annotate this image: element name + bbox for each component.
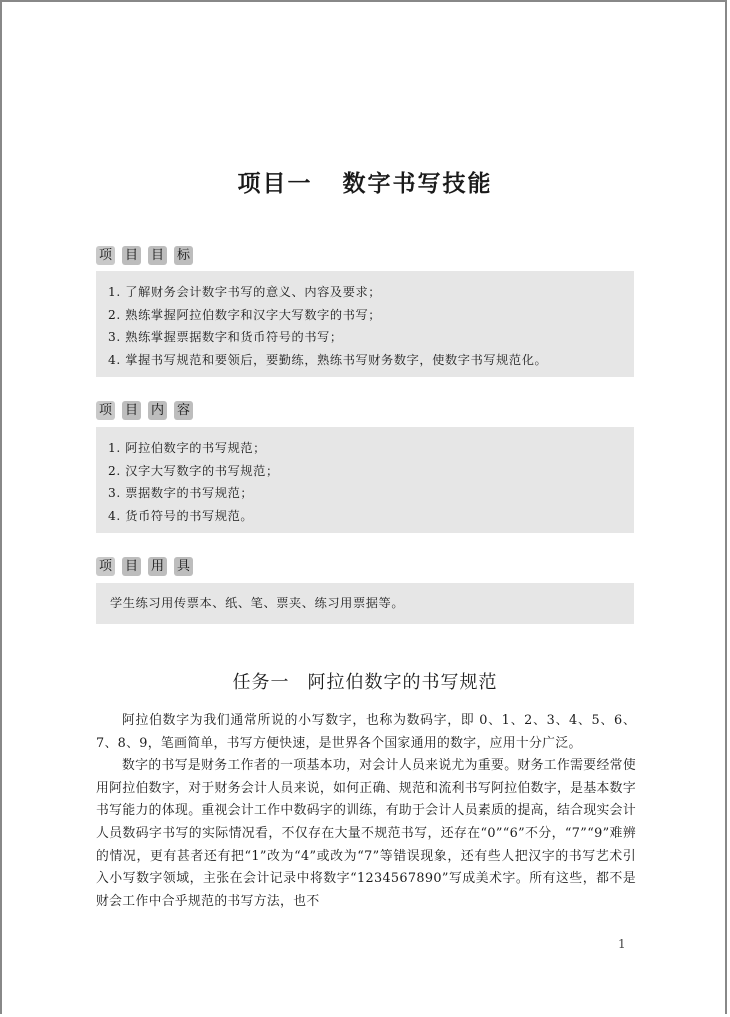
list-item: 3. 熟练掌握票据数字和货币符号的书写； bbox=[108, 330, 343, 344]
page-number: 1 bbox=[618, 937, 626, 951]
list-item: 1. 了解财务会计数字书写的意义、内容及要求； bbox=[108, 285, 382, 299]
contents-box bbox=[96, 427, 634, 533]
tools-box bbox=[96, 583, 634, 624]
task-number: 任务一 bbox=[232, 672, 290, 693]
tag-char: 目 bbox=[148, 246, 167, 265]
paragraph: 数字的书写是财务工作者的一项基本功，对会计人员来说尤为重要。财务工作需要经常使用阿拉伯数字，对于财务会计人员来说，如何正确、规范和流利书写阿拉伯数字，是基本数字书写能力的体现。重视会计工作中数码字的训练，有助于会计人员素质的提高，结合现实会计人员数码字书写的实际情况看，不仅存在大量不规范书写，还存在“0”“6”不分，“7”“9”难辨的情况，更有甚者还有把“1”改为“4”或改为“7”等错误现象，还有些人把汉字的书写艺术引入小写数字领域，主张在会计记录中将数字“1234567890”写成美术字。所有这些，都不是财会工作中合乎规范的书写方法，也不 bbox=[96, 758, 636, 909]
title-project-name: 数字书写技能 bbox=[342, 170, 493, 197]
tag-char: 项 bbox=[96, 557, 115, 576]
task-title bbox=[0, 668, 730, 694]
list-item: 3. 票据数字的书写规范； bbox=[108, 486, 254, 500]
task-name: 阿拉伯数字的书写规范 bbox=[307, 672, 498, 693]
body-text bbox=[96, 710, 636, 913]
tag-char: 容 bbox=[174, 401, 193, 420]
objectives-box bbox=[96, 271, 634, 377]
list-item: 4. 货币符号的书写规范。 bbox=[108, 508, 254, 523]
tools-text: 学生练习用传票本、纸、笔、票夹、练习用票据等。 bbox=[110, 596, 405, 610]
tag-char: 目 bbox=[122, 401, 141, 420]
list-item: 4. 掌握书写规范和要领后，要勤练，熟练书写财务数字，使数字书写规范化。 bbox=[108, 352, 548, 367]
tag-char: 具 bbox=[174, 557, 193, 576]
list-item: 2. 熟练掌握阿拉伯数字和汉字大写数字的书写； bbox=[108, 307, 382, 322]
title-project-number: 项目一 bbox=[237, 170, 313, 197]
tag-char: 内 bbox=[148, 401, 167, 420]
section-tag-tools bbox=[96, 557, 193, 576]
tag-char: 用 bbox=[148, 557, 167, 576]
paragraph: 阿拉伯数字为我们通常所说的小写数字，也称为数码字，即 0、1、2、3、4、5、6、7、8、9，笔画简单，书写方便快速，是世界各个国家通用的数字，应用十分广泛。 bbox=[96, 713, 636, 751]
section-tag-objectives bbox=[96, 246, 193, 265]
tag-char: 目 bbox=[122, 557, 141, 576]
tag-char: 标 bbox=[174, 246, 193, 265]
list-item: 1. 阿拉伯数字的书写规范； bbox=[108, 441, 266, 455]
tag-char: 目 bbox=[122, 246, 141, 265]
tag-char: 项 bbox=[96, 401, 115, 420]
list-item: 2. 汉字大写数字的书写规范； bbox=[108, 463, 279, 478]
page-title bbox=[0, 165, 730, 198]
section-tag-contents bbox=[96, 401, 193, 420]
tag-char: 项 bbox=[96, 246, 115, 265]
